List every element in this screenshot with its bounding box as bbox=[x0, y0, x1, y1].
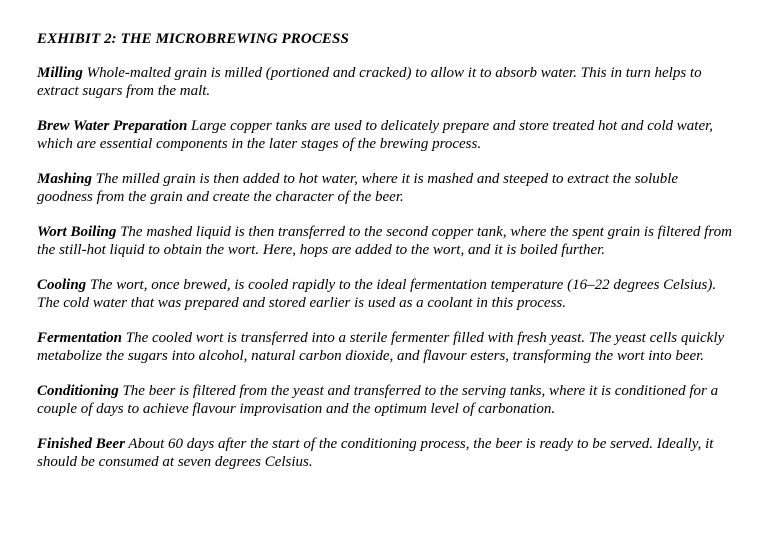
step-cooling bbox=[37, 276, 737, 312]
step-name: Conditioning bbox=[37, 383, 119, 399]
step-text: Large copper tanks are used to delicately prepare and store treated hot and cold water, which are essential components in the later stages of the brewing process. bbox=[37, 118, 714, 152]
exhibit-document bbox=[37, 30, 737, 471]
step-name: Finished Beer bbox=[37, 436, 125, 452]
step-text: About 60 days after the start of the conditioning process, the beer is ready to be served. Ideally, it should be consumed at seven degrees Celsius. bbox=[37, 436, 714, 470]
step-text: Whole-malted grain is milled (portioned and cracked) to allow it to absorb water. This in turn helps to extract sugars from the malt. bbox=[37, 65, 702, 99]
step-wort-boiling bbox=[37, 223, 737, 259]
step-fermentation bbox=[37, 329, 737, 365]
step-text: The cooled wort is transferred into a sterile fermenter filled with fresh yeast. The yeast cells quickly metabolize the sugars into alcohol, natural carbon dioxide, and flavour esters, transforming the wort into beer. bbox=[37, 330, 725, 364]
step-milling bbox=[37, 64, 737, 100]
step-name: Cooling bbox=[37, 277, 87, 293]
step-conditioning bbox=[37, 382, 737, 418]
step-text: The beer is filtered from the yeast and transferred to the serving tanks, where it is conditioned for a couple of days to achieve flavour improvisation and the optimum level of carbonation. bbox=[37, 383, 719, 417]
step-text: The milled grain is then added to hot water, where it is mashed and steeped to extract the soluble goodness from the grain and create the character of the beer. bbox=[37, 171, 679, 205]
exhibit-title: EXHIBIT 2: THE MICROBREWING PROCESS bbox=[37, 31, 349, 47]
step-name: Wort Boiling bbox=[37, 224, 117, 240]
step-name: Brew Water Preparation bbox=[37, 118, 188, 134]
step-mashing bbox=[37, 170, 737, 206]
step-name: Milling bbox=[37, 65, 83, 81]
step-name: Fermentation bbox=[37, 330, 123, 346]
step-brew-water-preparation bbox=[37, 117, 737, 153]
step-text: The wort, once brewed, is cooled rapidly to the ideal fermentation temperature (16–22 degrees Celsius). The cold water that was prepared and stored earlier is used as a coolant in this process. bbox=[37, 277, 717, 311]
step-finished-beer bbox=[37, 435, 737, 471]
step-text: The mashed liquid is then transferred to the second copper tank, where the spent grain is filtered from the still-hot liquid to obtain the wort. Here, hops are added to the wort, and it is boiled further. bbox=[37, 224, 732, 258]
step-name: Mashing bbox=[37, 171, 93, 187]
